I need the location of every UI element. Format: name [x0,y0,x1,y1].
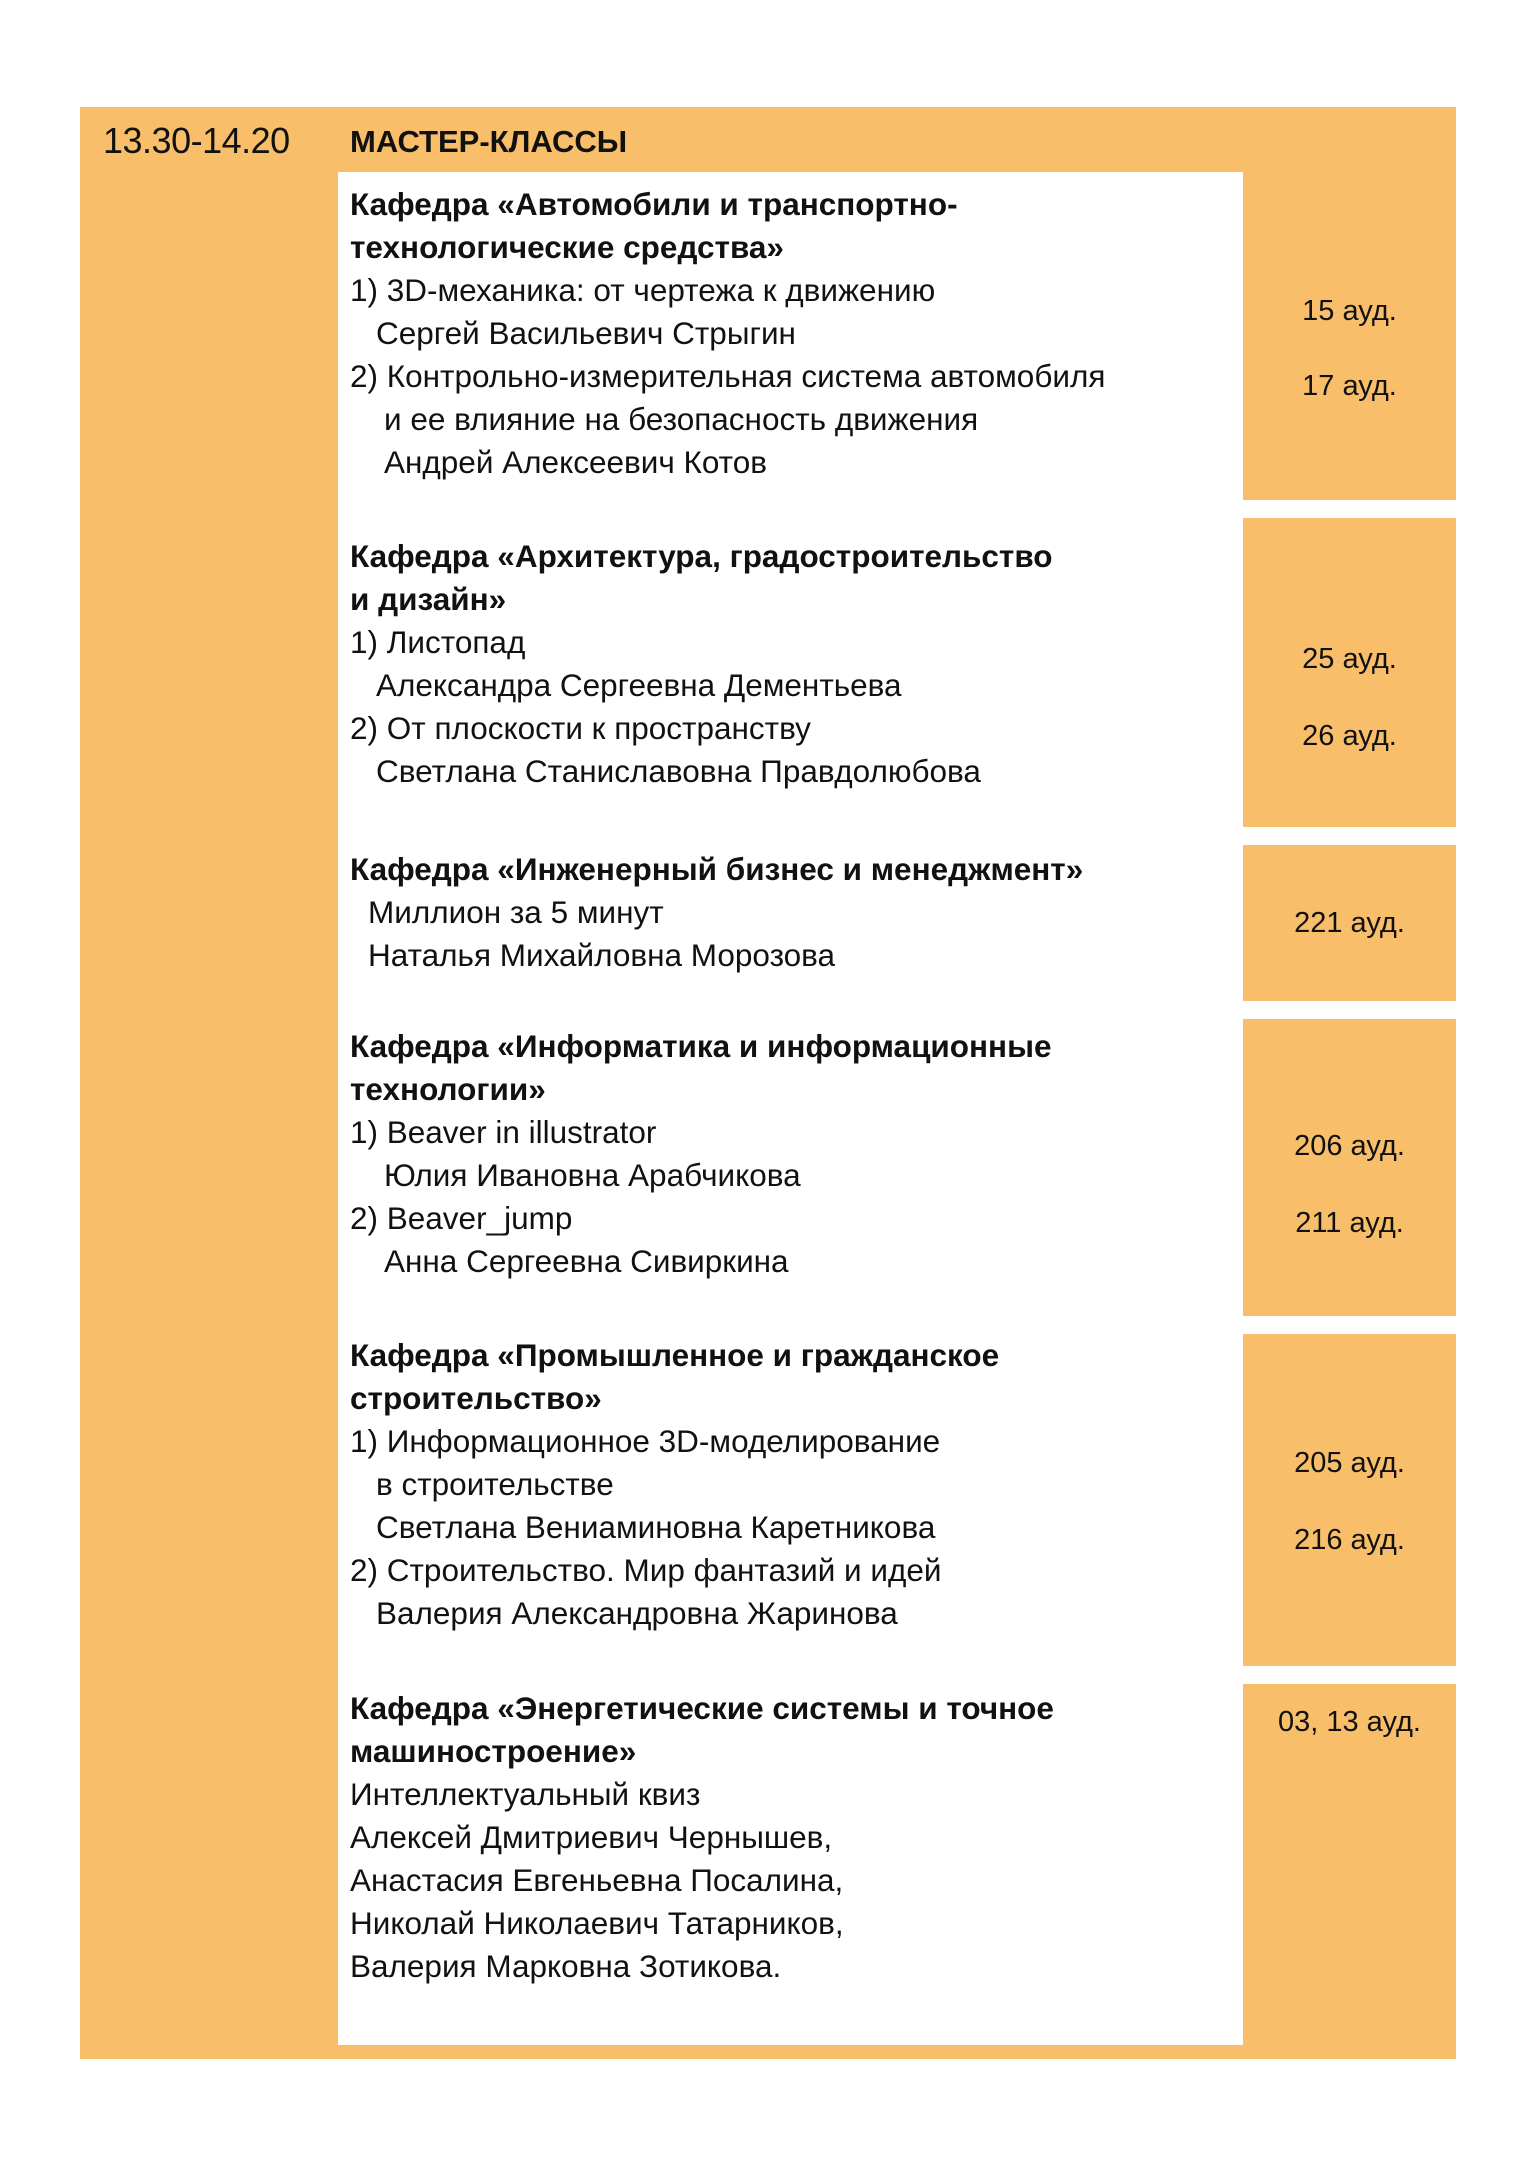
speaker-name: Валерия Александровна Жаринова [376,1595,898,1631]
speaker-name: Анна Сергеевна Сивиркина [384,1243,789,1279]
room-divider [1243,1316,1456,1334]
room-label: 25 ауд. [1302,643,1397,675]
room-label: 03, 13 ауд. [1277,1706,1421,1738]
workshop-title: 1) Beaver in illustrator [350,1114,657,1150]
department-block-construction [350,1334,1230,1635]
workshop-title: 1) Информационное 3D-моделирование [350,1423,941,1459]
department-title: технологии» [350,1071,546,1107]
department-title: машиностроение» [350,1733,637,1769]
room-label: 26 ауд. [1302,720,1397,752]
department-block-auto [350,183,1230,484]
department-block-architecture [350,535,1230,793]
department-title: Кафедра «Инженерный бизнес и менеджмент» [350,851,1084,887]
speaker-name: Александра Сергеевна Дементьева [376,667,902,703]
room-label: 216 ауд. [1294,1524,1405,1556]
workshop-title: 2) Контрольно-измерительная система автомобиля [350,358,1106,394]
speaker-name: Николай Николаевич Татарников, [350,1905,844,1941]
room-label: 221 ауд. [1294,907,1405,939]
workshop-title: 2) Строительство. Мир фантазий и идей [350,1552,942,1588]
workshop-title: и ее влияние на безопасность движения [384,401,979,437]
speaker-name: Светлана Вениаминовна Каретникова [376,1509,936,1545]
room-divider [1243,1666,1456,1684]
department-title: и дизайн» [350,581,507,617]
room-label: 17 ауд. [1302,370,1397,402]
workshop-title: 1) 3D-механика: от чертежа к движению [350,272,936,308]
workshop-title: Миллион за 5 минут [368,894,664,930]
time-slot: 13.30-14.20 [103,120,290,161]
workshop-title: 2) Beaver_jump [350,1200,573,1236]
speaker-name: Наталья Михайловна Морозова [368,937,836,973]
department-title: Кафедра «Архитектура, градостроительство [350,538,1053,574]
department-block-business [350,848,1230,977]
department-title: Кафедра «Промышленное и гражданское [350,1337,1000,1373]
department-title: Кафедра «Энергетические системы и точное [350,1690,1054,1726]
department-block-energy [350,1687,1230,1988]
room-divider [1243,1001,1456,1019]
speaker-name: Алексей Дмитриевич Чернышев, [350,1819,833,1855]
room-label: 15 ауд. [1302,295,1397,327]
department-block-informatics [350,1025,1230,1283]
room-divider [1243,827,1456,845]
room-label: 205 ауд. [1294,1447,1405,1479]
room-label: 206 ауд. [1294,1130,1405,1162]
speaker-name: Юлия Ивановна Арабчикова [384,1157,801,1193]
room-label: 211 ауд. [1295,1207,1404,1239]
workshop-title: в строительстве [376,1466,614,1502]
workshop-title: 1) Листопад [350,624,526,660]
speaker-name: Валерия Марковна Зотикова. [350,1948,782,1984]
speaker-name: Светлана Станиславовна Правдолюбова [376,753,981,789]
workshop-title: 2) От плоскости к пространству [350,710,811,746]
department-title: технологические средства» [350,229,784,265]
speaker-name: Анастасия Евгеньевна Посалина, [350,1862,844,1898]
department-title: строительство» [350,1380,602,1416]
speaker-name: Сергей Васильевич Стрыгин [376,315,796,351]
workshop-title: Интеллектуальный квиз [350,1776,701,1812]
department-title: Кафедра «Автомобили и транспортно- [350,186,958,222]
department-title: Кафедра «Информатика и информационные [350,1028,1052,1064]
speaker-name: Андрей Алексеевич Котов [384,444,767,480]
section-heading: МАСТЕР-КЛАССЫ [350,124,628,159]
room-divider [1243,500,1456,518]
